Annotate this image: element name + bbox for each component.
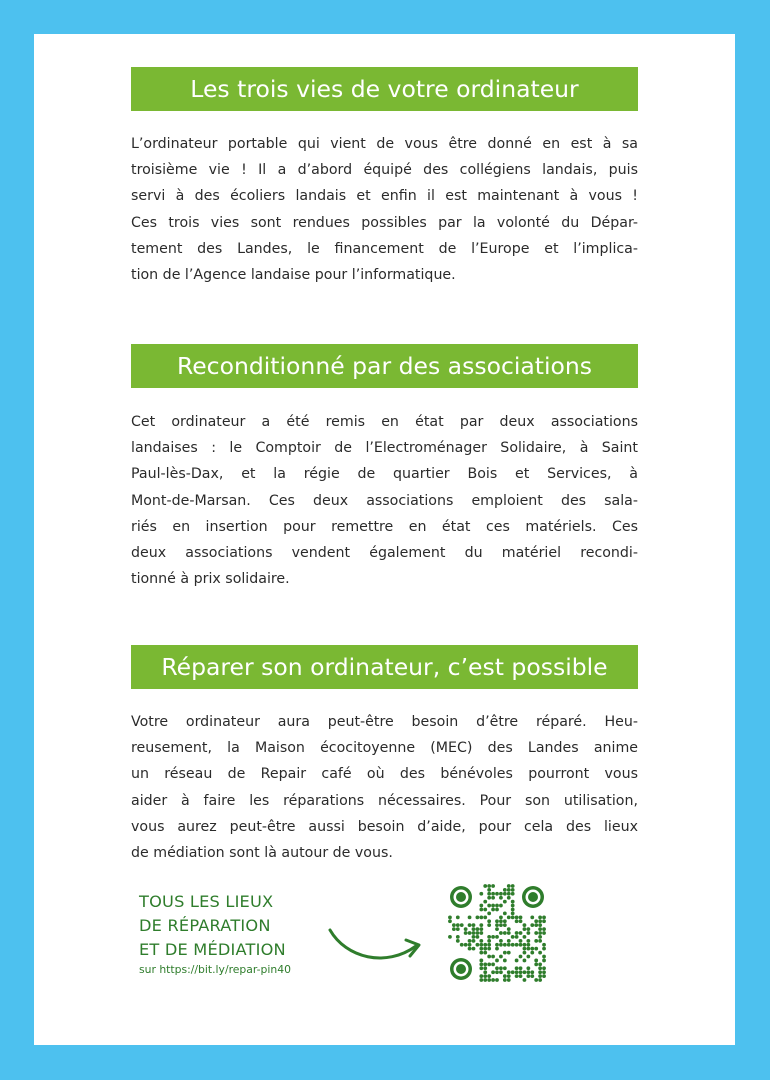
qr-dot (515, 919, 519, 923)
qr-dot (491, 978, 495, 982)
qr-dot (526, 970, 530, 974)
qr-dot (483, 970, 487, 974)
qr-dot (507, 892, 511, 896)
qr-dot (542, 970, 546, 974)
qr-dot (519, 915, 523, 919)
qr-dot (491, 884, 495, 888)
qr-dot (472, 927, 476, 931)
qr-dot (523, 970, 527, 974)
qr-dot (460, 923, 464, 927)
qr-dot (515, 974, 519, 978)
qr-dot (542, 919, 546, 923)
qr-dot (542, 915, 546, 919)
qr-dot (526, 974, 530, 978)
qr-dot (495, 970, 499, 974)
qr-dot (503, 959, 507, 963)
section-paragraph-3 (131, 709, 638, 866)
paragraph-line: Ces trois vies sont rendues possibles par la volonté du Dépar- (131, 214, 638, 231)
qr-dot (491, 892, 495, 896)
qr-dot (487, 947, 491, 951)
qr-dot (476, 931, 480, 935)
qr-dot (503, 912, 507, 916)
qr-dot (483, 900, 487, 904)
qr-dot (479, 966, 483, 970)
qr-dot (495, 904, 499, 908)
qr-dot (538, 966, 542, 970)
qr-dot (503, 974, 507, 978)
paragraph-line: tion de l’Agence landaise pour l’informatique. (131, 267, 456, 284)
qr-dot (495, 978, 499, 982)
section-paragraph-1 (131, 131, 638, 288)
qr-dot (499, 923, 503, 927)
qr-dot (499, 904, 503, 908)
qr-dot (507, 970, 511, 974)
qr-dot (519, 966, 523, 970)
callout-url[interactable]: sur https://bit.ly/repar-pin40 (139, 963, 291, 976)
qr-dot (515, 931, 519, 935)
qr-dot (487, 904, 491, 908)
qr-dot (448, 919, 452, 923)
qr-dot (511, 912, 515, 916)
qr-dot (507, 931, 511, 935)
qr-dot (511, 943, 515, 947)
section-paragraph-2 (131, 409, 638, 592)
section-heading-3: Réparer son ordinateur, c’est possible (131, 645, 638, 689)
qr-dot (495, 959, 499, 963)
qr-dot (495, 943, 499, 947)
qr-dot (476, 915, 480, 919)
paragraph-line: servi à des écoliers landais et enfin il est maintenant à vous ! (131, 188, 638, 205)
qr-dot (519, 939, 523, 943)
qr-dot (542, 966, 546, 970)
qr-dot (476, 943, 480, 947)
qr-dot (448, 915, 452, 919)
paragraph-line: riés en insertion pour remettre en état ces matériels. Ces (131, 518, 638, 535)
qr-dot (487, 955, 491, 959)
qr-dot (534, 978, 538, 982)
qr-dot (523, 978, 527, 982)
qr-dot (464, 931, 468, 935)
section-heading-2: Reconditionné par des associations (131, 344, 638, 388)
qr-dot (538, 931, 542, 935)
qr-dot (452, 927, 456, 931)
qr-dot (511, 935, 515, 939)
paragraph-line: Mont-de-Marsan. Ces deux associations emploient des sala- (131, 492, 638, 509)
qr-dot (464, 927, 468, 931)
qr-dot (487, 974, 491, 978)
qr-dot (542, 955, 546, 959)
qr-dot (479, 962, 483, 966)
qr-dot (530, 974, 534, 978)
qr-dot (503, 900, 507, 904)
qr-dot (515, 970, 519, 974)
qr-dot (472, 939, 476, 943)
qr-dot (515, 915, 519, 919)
qr-dot (507, 915, 511, 919)
qr-dot (483, 978, 487, 982)
qr-dot (499, 896, 503, 900)
qr-dot (479, 904, 483, 908)
qr-dot (487, 939, 491, 943)
paragraph-line: vous aurez peut-être aussi besoin d’aide, pour cela des lieux (131, 818, 638, 835)
qr-dot (515, 935, 519, 939)
qr-dot (538, 974, 542, 978)
qr-dot (487, 962, 491, 966)
qr-dot (491, 935, 495, 939)
qr-dot (530, 923, 534, 927)
qr-dot (476, 935, 480, 939)
qr-dot (523, 959, 527, 963)
qr-dot (491, 904, 495, 908)
qr-dot (495, 935, 499, 939)
qr-dot (483, 962, 487, 966)
qr-dot (499, 919, 503, 923)
qr-dot (511, 888, 515, 892)
qr-dot (538, 935, 542, 939)
paragraph-line: de médiation sont là autour de vous. (131, 845, 393, 862)
qr-dot (507, 974, 511, 978)
qr-dot (519, 970, 523, 974)
qr-dot (483, 951, 487, 955)
qr-dot (468, 931, 472, 935)
callout-line-3: ET DE MÉDIATION (139, 940, 286, 959)
qr-dot (526, 927, 530, 931)
qr-dot (499, 966, 503, 970)
paragraph-line: tionné à prix solidaire. (131, 571, 290, 588)
qr-dot (534, 919, 538, 923)
qr-dot (503, 892, 507, 896)
paragraph-line: Votre ordinateur aura peut-être besoin d’être réparé. Heu- (131, 714, 638, 730)
qr-dot (491, 962, 495, 966)
qr-dot (487, 935, 491, 939)
qr-dot (542, 974, 546, 978)
qr-dot (542, 943, 546, 947)
qr-dot (515, 959, 519, 963)
qr-dot (507, 951, 511, 955)
qr-dot (538, 919, 542, 923)
paragraph-line: Paul-lès-Dax, et la régie de quartier Bois et Services, à (131, 466, 638, 483)
qr-dot (503, 978, 507, 982)
qr-dot (479, 974, 483, 978)
paragraph-line: reusement, la Maison écocitoyenne (MEC) des Landes anime (131, 740, 638, 757)
qr-dot (483, 947, 487, 951)
qr-dot (495, 908, 499, 912)
qr-dot (534, 923, 538, 927)
qr-dot (483, 915, 487, 919)
qr-dot (507, 943, 511, 947)
qr-dot (523, 947, 527, 951)
qr-dot (483, 943, 487, 947)
qr-dot (487, 884, 491, 888)
qr-dot (519, 955, 523, 959)
qr-dot (523, 943, 527, 947)
qr-dot (511, 892, 515, 896)
qr-dot (503, 943, 507, 947)
qr-dot (507, 884, 511, 888)
qr-dot (523, 927, 527, 931)
qr-dot (538, 927, 542, 931)
qr-dot (499, 970, 503, 974)
qr-dot (479, 978, 483, 982)
qr-dot (530, 970, 534, 974)
qr-dot (507, 939, 511, 943)
qr-dot (538, 951, 542, 955)
qr-dot (519, 943, 523, 947)
qr-dot (495, 892, 499, 896)
qr-dot (511, 970, 515, 974)
qr-dot (456, 923, 460, 927)
qr-dot (499, 939, 503, 943)
qr-dot (526, 966, 530, 970)
qr-dot (479, 908, 483, 912)
callout-line-1: TOUS LES LIEUX (139, 892, 274, 911)
qr-dot (464, 943, 468, 947)
qr-dot (472, 923, 476, 927)
qr-dot (515, 943, 519, 947)
qr-dot (479, 927, 483, 931)
qr-dot (503, 923, 507, 927)
qr-dot (476, 927, 480, 931)
callout-line-2: DE RÉPARATION (139, 916, 271, 935)
qr-dot (487, 888, 491, 892)
qr-dot (499, 915, 503, 919)
qr-dot (468, 939, 472, 943)
qr-dot (530, 947, 534, 951)
qr-dot (495, 919, 499, 923)
qr-dot (487, 923, 491, 927)
qr-dot (472, 935, 476, 939)
paragraph-line: aider à faire les réparations nécessaires. Pour son utilisation, (131, 792, 638, 809)
qr-dot (483, 966, 487, 970)
qr-dot (487, 943, 491, 947)
qr-dot (479, 943, 483, 947)
qr-dot (487, 978, 491, 982)
qr-dot (538, 970, 542, 974)
qr-dot (519, 931, 523, 935)
qr-dot (472, 931, 476, 935)
qr-dot (483, 974, 487, 978)
paragraph-line: L’ordinateur portable qui vient de vous être donné en est à sa (131, 136, 638, 152)
qr-dot (491, 970, 495, 974)
qr-dot (503, 919, 507, 923)
qr-dot (495, 927, 499, 931)
qr-dot (503, 931, 507, 935)
qr-dot (503, 951, 507, 955)
qr-dot (495, 923, 499, 927)
qr-code-icon[interactable] (448, 884, 546, 982)
paragraph-line: tement des Landes, le financement de l’Europe et l’implica- (131, 240, 638, 257)
qr-dot (538, 978, 542, 982)
qr-dot (479, 951, 483, 955)
qr-dot (487, 892, 491, 896)
curved-arrow-icon (326, 918, 426, 968)
qr-dot (538, 923, 542, 927)
paragraph-line: landaises : le Comptoir de l’Electroménager Solidaire, à Saint (131, 440, 638, 457)
qr-dot (479, 959, 483, 963)
qr-dot (460, 943, 464, 947)
qr-dot (456, 935, 460, 939)
qr-dot (456, 915, 460, 919)
qr-dot (526, 939, 530, 943)
qr-dot (468, 943, 472, 947)
qr-dot (511, 884, 515, 888)
paragraph-line: troisième vie ! Il a d’abord équipé des collégiens landais, puis (131, 162, 638, 179)
qr-dot (507, 888, 511, 892)
qr-dot (483, 884, 487, 888)
qr-dot (511, 908, 515, 912)
qr-dot (507, 978, 511, 982)
qr-dot (538, 915, 542, 919)
qr-dot (479, 939, 483, 943)
qr-dot (534, 939, 538, 943)
qr-dot (523, 951, 527, 955)
qr-dot (519, 919, 523, 923)
qr-dot (503, 888, 507, 892)
qr-dot (452, 923, 456, 927)
qr-dot (479, 947, 483, 951)
qr-dot (542, 947, 546, 951)
qr-dot (487, 896, 491, 900)
paragraph-line: deux associations vendent également du matériel recondi- (131, 545, 638, 562)
qr-dot (479, 931, 483, 935)
qr-dot (526, 947, 530, 951)
qr-dot (526, 943, 530, 947)
qr-dot (491, 896, 495, 900)
qr-dot (542, 931, 546, 935)
qr-dot (491, 955, 495, 959)
qr-dot (468, 947, 472, 951)
qr-dot (534, 947, 538, 951)
qr-dot (479, 892, 483, 896)
qr-dot (542, 959, 546, 963)
qr-dot (491, 908, 495, 912)
qr-dot (472, 947, 476, 951)
qr-dot (523, 923, 527, 927)
qr-dot (534, 931, 538, 935)
section-heading-1: Les trois vies de votre ordinateur (131, 67, 638, 111)
qr-dot (523, 935, 527, 939)
qr-dot (499, 892, 503, 896)
qr-dot (534, 962, 538, 966)
qr-dot (499, 931, 503, 935)
qr-dot (456, 939, 460, 943)
qr-dot (526, 931, 530, 935)
qr-dot (495, 947, 499, 951)
paragraph-line: Cet ordinateur a été remis en état par deux associations (131, 414, 638, 430)
qr-dot (526, 955, 530, 959)
qr-dot (530, 915, 534, 919)
qr-dot (468, 915, 472, 919)
qr-dot (515, 966, 519, 970)
qr-dot (487, 919, 491, 923)
qr-dot (479, 915, 483, 919)
qr-dot (519, 974, 523, 978)
qr-dot (538, 939, 542, 943)
qr-dot (542, 927, 546, 931)
repair-locations-callout (139, 890, 291, 978)
qr-dot (534, 959, 538, 963)
qr-dot (538, 962, 542, 966)
qr-dot (503, 966, 507, 970)
qr-dot (479, 923, 483, 927)
qr-dot (483, 908, 487, 912)
paragraph-line: un réseau de Repair café où des bénévoles pourront vous (131, 766, 638, 783)
qr-dot (487, 912, 491, 916)
qr-dot (468, 923, 472, 927)
qr-dot (507, 927, 511, 931)
qr-dot (511, 904, 515, 908)
qr-dot (456, 927, 460, 931)
qr-dot (499, 955, 503, 959)
qr-dot (495, 966, 499, 970)
qr-dot (507, 896, 511, 900)
qr-dot (499, 943, 503, 947)
qr-dot (511, 900, 515, 904)
qr-dot (511, 915, 515, 919)
qr-dot (448, 935, 452, 939)
qr-dot (530, 951, 534, 955)
